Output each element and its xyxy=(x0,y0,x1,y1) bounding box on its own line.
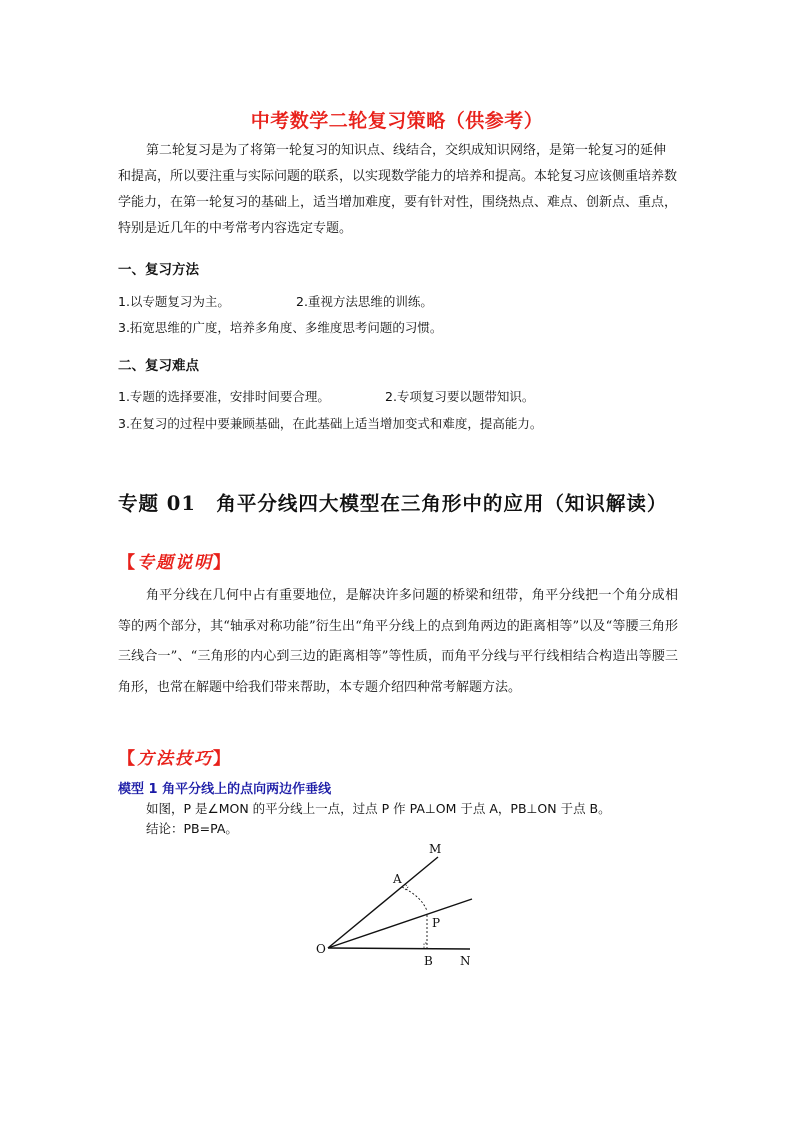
segment-PA xyxy=(402,887,427,911)
topic-title: 专题 01 角平分线四大模型在三角形中的应用（知识解读） xyxy=(118,492,668,515)
ray-OM xyxy=(328,857,441,948)
topic-description: 角平分线在几何中占有重要地位，是解决许多问题的桥梁和纽带，角平分线把一个角分成相等的两个部分，其“轴承对称功能”衍生出“角平分线上的点到角两边的距离相等”以及“等腰三角形三线合一”、“三角形的内心到三边的距离相等”等性质，而角平分线与平行线相结合构造出等腰三角形，也常在解题中给我们带来帮助，本专题介绍四种常考解题方法。 xyxy=(118,588,678,695)
section-heading-methods: 一、复习方法 xyxy=(118,262,199,278)
label-M: M xyxy=(429,842,442,856)
label-A: A xyxy=(393,872,402,886)
bracket-close: 】 xyxy=(213,749,232,769)
bracket-label: 方法技巧 xyxy=(137,749,213,769)
bracket-label: 专题说明 xyxy=(137,553,213,573)
difficulty-item-3: 3.在复习的过程中要兼顾基础，在此基础上适当增加变式和难度，提高能力。 xyxy=(118,416,543,431)
topic-description-label xyxy=(118,548,232,573)
right-angle-mark-B xyxy=(424,943,427,948)
angle-bisector-figure xyxy=(300,835,500,975)
ray-ON xyxy=(328,948,470,949)
method-item-2: 2.重视方法思维的训练。 xyxy=(296,294,433,309)
bracket-open: 【 xyxy=(118,553,137,573)
section-heading-difficulties: 二、复习难点 xyxy=(118,358,199,374)
label-N: N xyxy=(460,954,471,968)
method-item-1: 1.以专题复习为主。 xyxy=(118,294,230,309)
label-B: B xyxy=(424,954,433,968)
model-1-statement: 如图，P 是∠MON 的平分线上一点，过点 P 作 PA⊥OM 于点 A，PB⊥ON 于点 B。 xyxy=(146,801,611,816)
intro-paragraph: 第二轮复习是为了将第一轮复习的知识点、线结合，交织成知识网络，是第一轮复习的延伸和提高，所以要注重与实际问题的联系，以实现数学能力的培养和提高。本轮复习应该侧重培养数学能力，在第一轮复习的基础上，适当增加难度，要有针对性，围绕热点、难点、创新点、重点，特别是近几年的中考常考内容选定专题。 xyxy=(118,143,678,236)
label-O: O xyxy=(316,942,326,956)
ray-OP xyxy=(328,899,472,948)
method-item-3: 3.拓宽思维的广度，培养多角度、多维度思考问题的习惯。 xyxy=(118,320,443,335)
difficulty-item-1: 1.专题的选择要准，安排时间要合理。 xyxy=(118,389,330,404)
model-1-heading: 模型 1 角平分线上的点向两边作垂线 xyxy=(118,782,332,797)
label-P: P xyxy=(432,916,441,930)
method-tips-label xyxy=(118,744,232,769)
model-1-conclusion: 结论：PB=PA。 xyxy=(146,821,238,836)
document-title: 中考数学二轮复习策略（供参考） xyxy=(250,110,544,132)
bracket-close: 】 xyxy=(213,553,232,573)
bracket-open: 【 xyxy=(118,749,137,769)
difficulty-item-2: 2.专项复习要以题带知识。 xyxy=(385,389,535,404)
